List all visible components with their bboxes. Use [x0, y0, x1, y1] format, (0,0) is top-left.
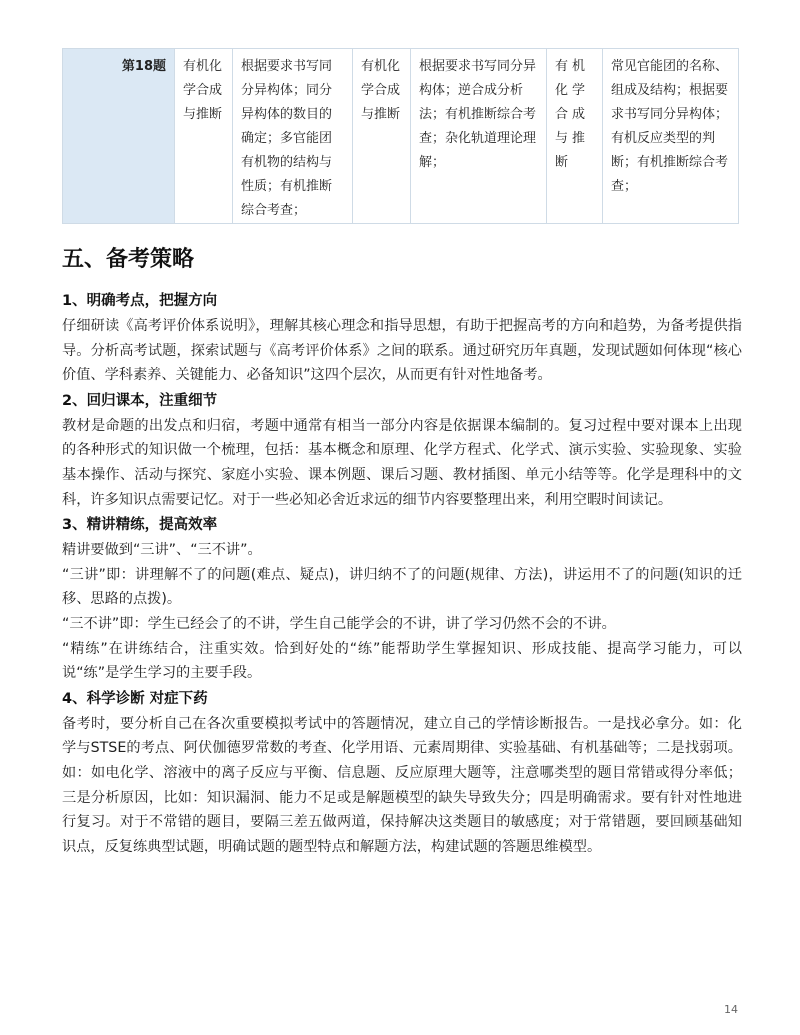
- module-cell: 有机化学合成与推断: [353, 49, 411, 224]
- section-title: 五、备考策略: [62, 247, 195, 272]
- subsection-heading: 1、明确考点，把握方向: [62, 293, 218, 309]
- exam-table: [62, 48, 739, 224]
- page-number: 14: [724, 1003, 738, 1016]
- paragraph: 教材是命题的出发点和归宿，考题中通常有相当一部分内容是依据课本编制的。复习过程中要对课本上出现的各种形式的知识做一个梳理，包括：基本概念和原理、化学方程式、化学式、演示实验、实验现象、实验基本操作、活动与探究、家庭小实验、课本例题、课后习题、教材插图、单元小结等等。化学是理科中的文科，许多知识点需要记忆。对于一些必知必舍近求远的细节内容要整理出来，利用空暇时间读记。: [62, 417, 742, 508]
- paragraph: 仔细研读《高考评价体系说明》，理解其核心理念和指导思想，有助于把握高考的方向和趋势，为备考提供指导。分析高考试题，探索试题与《高考评价体系》之间的联系。通过研究历年真题，发现试题如何体现“核心价值、学科素养、关键能力、必备知识”这四个层次，从而更有针对性地备考。: [62, 318, 742, 384]
- subsection-heading: 2、回归课本，注重细节: [62, 392, 218, 409]
- paragraph: “三讲”即：讲理解不了的问题(难点、疑点)，讲归纳不了的问题(规律、方法)，讲运用不了的问题(知识的迁移、思路的点拨)。: [62, 566, 742, 608]
- question-number-cell: 第18题: [63, 49, 175, 224]
- module-cell: 有机化学合成与推断: [547, 49, 603, 224]
- section-content: [62, 240, 742, 859]
- paragraph: “精练”在讲练结合，注重实效。恰到好处的“练”能帮助学生掌握知识、形成技能、提高学习能力，可以说“练”是学生学习的主要手段。: [62, 640, 742, 682]
- knowledge-points-cell: 根据要求书写同分异构体；逆合成分析法；有机推断综合考查；杂化轨道理论理解；: [411, 49, 547, 224]
- table-row: [63, 49, 739, 224]
- paragraph: 精讲要做到“三讲”、“三不讲”。: [62, 542, 262, 559]
- subsection-heading: 3、精讲精练，提高效率: [62, 517, 218, 534]
- paragraph: 备考时，要分析自己在各次重要模拟考试中的答题情况，建立自己的学情诊断报告。一是找必拿分。如：化学与STSE的考点、阿伏伽德罗常数的考查、化学用语、元素周期律、实验基础、有机基础等；二是找弱项。如：如电化学、溶液中的离子反应与平衡、信息题、反应原理大题等，注意哪类型的题目常错或得分率低；三是分析原因，比如：知识漏洞、能力不足或是解题模型的缺失导致失分；四是明确需求。要有针对性地进行复习。对于不常错的题目，要隔三差五做两道，保持解决这类题目的敏感度；对于常错题，要回顾基础知识点，反复练典型试题，明确试题的题型特点和解题方法，构建试题的答题思维模型。: [62, 715, 742, 855]
- exam-analysis-table: [62, 48, 738, 224]
- paragraph: “三不讲”即：学生已经会了的不讲，学生自己能学会的不讲，讲了学习仍然不会的不讲。: [62, 615, 616, 632]
- module-cell: 有机化学合成与推断: [175, 49, 233, 224]
- knowledge-points-cell: 常见官能团的名称、组成及结构；根据要求书写同分异构体；有机反应类型的判断；有机推断综合考查；: [603, 49, 739, 224]
- subsection-heading: 4、科学诊断 对症下药: [62, 690, 208, 707]
- knowledge-points-cell: 根据要求书写同分异构体；同分异构体的数目的确定；多官能团有机物的结构与性质；有机推断综合考查；: [233, 49, 353, 224]
